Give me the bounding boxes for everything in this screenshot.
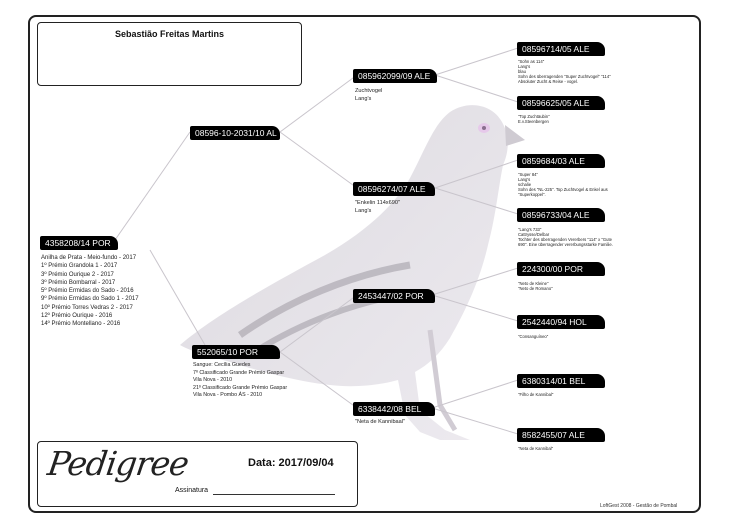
ggp-note: schalie: [518, 182, 532, 188]
ggp-8-ring-tag: 8582455/07 ALE: [517, 428, 605, 442]
sire-sire-ring-tag: 085962099/09 ALE: [353, 69, 437, 83]
sire-dam-note: "Enkelin 114x690": [355, 200, 400, 206]
ggp-8-notes: [518, 446, 553, 451]
ggp-note: Lang's: [518, 64, 531, 70]
ggp-note: "Neta de Kannibal": [518, 446, 554, 451]
ggp-note: "Super 84": [518, 172, 538, 177]
ggp-2-ring-tag: 08596625/05 ALE: [517, 96, 605, 110]
subject-note: 14º Prémio Montellano - 2016: [41, 321, 121, 328]
ggp-4-ring-tag: 08596733/04 ALE: [517, 208, 605, 222]
subject-note: 5º Prémio Ermidas do Sado - 2016: [41, 288, 134, 295]
ggp-5-ring-tag: 224300/00 POR: [517, 262, 605, 276]
signature-label: Assinatura: [175, 487, 209, 494]
dam-note: Sangue: Cecília Guedes: [193, 362, 251, 368]
ggp-note: "Consanguíneo": [518, 334, 549, 339]
subject-note: 1º Prémio Grandola 1 - 2017: [41, 263, 118, 270]
subject-ring-tag: 4358208/14 POR: [40, 236, 118, 250]
sire-sire-note: Zuchtvogel: [355, 88, 383, 94]
dam-note: 7º Classificado Grande Prémio Gaspar: [193, 369, 285, 376]
ggp-note: blau: [518, 69, 526, 75]
ggp-note: Sohn des "NL-225". Top Zuchtvogel & Enkel aus: [518, 187, 608, 193]
sire-sire-note: Lang's: [355, 96, 372, 102]
subject-note: 10º Prémio Torres Vedras 2 - 2017: [41, 304, 133, 311]
owner-box: [37, 22, 302, 86]
ggp-note: "Sohn as 114": [518, 59, 545, 64]
sire-ring-tag: 08596-10-2031/10 AL: [190, 126, 280, 140]
subject-note: 3º Prémio Ourique 2 - 2017: [41, 271, 114, 278]
ggp-1-notes: [518, 59, 611, 84]
dam-note: 21º Classificado Grande Prémio Gaspar: [193, 384, 288, 391]
pedigree-logo: Pedigree: [45, 444, 191, 483]
ggp-1-ring-tag: 08596714/05 ALE: [517, 42, 605, 56]
sire-dam-ring-tag: 08596274/07 ALE: [353, 182, 435, 196]
subject-note: Anilha de Prata - Meio-fundo - 2017: [41, 255, 137, 261]
owner-name: Sebastião Freitas Martins: [114, 29, 225, 39]
dam-sire-ring-tag: 2453447/02 POR: [353, 289, 435, 303]
subject-note: 9º Prémio Ermidas do Sado 1 - 2017: [41, 296, 139, 303]
ggp-note: "Lang's 733": [518, 227, 542, 232]
ggp-3-ring-tag: 0859684/03 ALE: [517, 154, 605, 168]
dam-note: Vila Nova - Pombo ÁS - 2010: [193, 392, 263, 398]
ggp-note: Tochter des überragenden Vererbers "114" x "Gute: [518, 237, 613, 243]
subject-note: 3º Prémio Bombarral - 2017: [41, 279, 116, 286]
ggp-7-ring-tag: 6380314/01 BEL: [517, 374, 605, 388]
ggp-note: Cattrysse/Delbar: [518, 232, 550, 238]
dam-note: Vila Nova - 2010: [193, 377, 233, 383]
subject-notes: [41, 254, 139, 329]
ggp-note: Lang's: [518, 177, 531, 183]
dam-dam-notes: [355, 418, 405, 426]
dam-dam-ring-tag: 6338442/08 BEL: [353, 402, 435, 416]
sire-dam-note: Lang's: [355, 208, 372, 214]
ggp-note: "Superkoppel".: [518, 192, 546, 198]
ggp-5-notes: [518, 281, 553, 291]
ggp-6-notes: [518, 334, 548, 339]
software-credit: LoftGest 2008 - Gestão de Pombal: [600, 503, 678, 509]
pedigree-date: Data: 2017/09/04: [248, 457, 334, 469]
ggp-note: "Filho de Kannibal": [518, 392, 554, 397]
ggp-note: "Neto de Romano": [518, 286, 553, 292]
dam-ring-tag: 552065/10 POR: [192, 345, 280, 359]
ggp-note: Absoluter Zucht & Reise - vogel.: [518, 79, 579, 85]
sire-sire-notes: [355, 87, 382, 103]
sire-dam-notes: [355, 199, 400, 215]
ggp-3-notes: [518, 172, 608, 197]
ggp-note: 690". Eine überragender vererbungsstarke Familie.: [518, 242, 613, 248]
ggp-6-ring-tag: 2542440/94 HOL: [517, 315, 605, 329]
ggp-note: Sohn des überragenden "Super Zuchtvogel" "114": [518, 74, 611, 80]
ggp-note: "Top Zuchtäubin": [518, 114, 550, 119]
ggp-note: E.v.Steenbergen: [518, 119, 549, 125]
ggp-7-notes: [518, 392, 553, 397]
ggp-2-notes: [518, 114, 550, 124]
dam-notes: [193, 362, 287, 400]
subject-note: 12º Prémio Ourique - 2016: [41, 313, 113, 320]
signature-line: [213, 494, 335, 495]
dam-dam-note: "Neta de Kannibaal": [355, 419, 405, 425]
ggp-4-notes: [518, 227, 613, 247]
ggp-note: "Neto de Kleine": [518, 281, 549, 286]
